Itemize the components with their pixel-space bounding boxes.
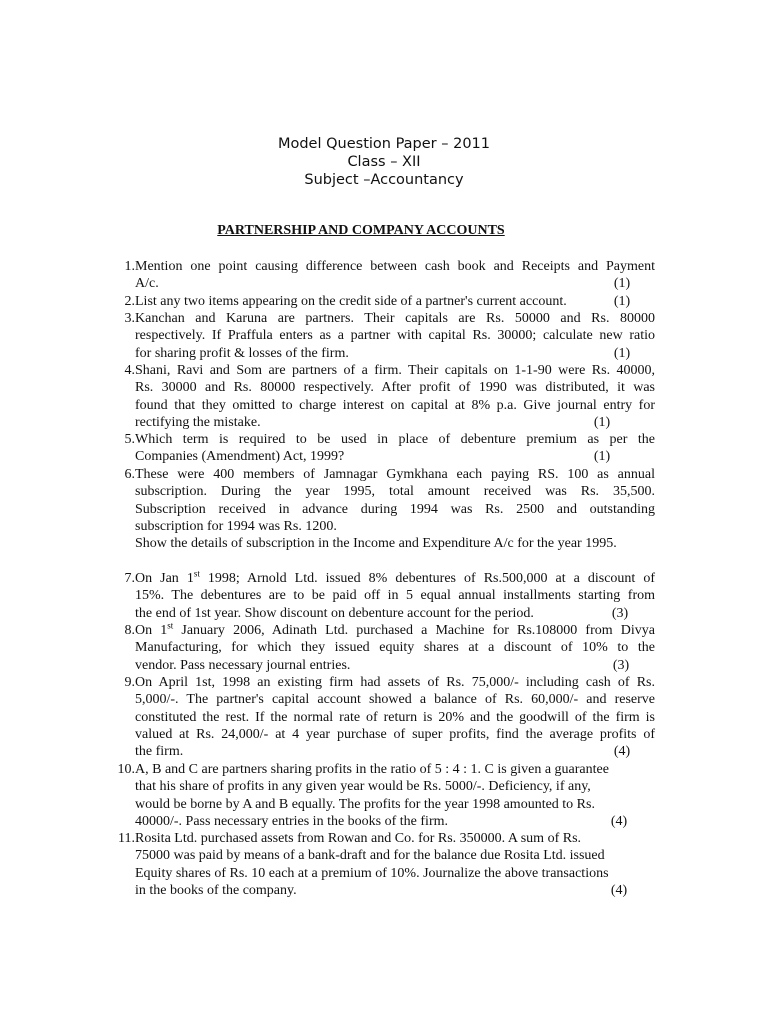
question-line: rectifying the mistake. (135, 414, 261, 430)
question-line: A, B and C are partners sharing profits in the ratio of 5 : 4 : 1. C is given a guarantee (135, 762, 609, 777)
question-number: 11. (118, 831, 135, 846)
question-text (135, 431, 655, 466)
question-text (135, 570, 655, 622)
question-number: 10. (117, 762, 135, 777)
question-line: would be borne by A and B equally. The profits for the year 1998 amounted to Rs. (135, 796, 595, 812)
question-line: the end of 1st year. Show discount on debenture account for the period. (135, 605, 534, 621)
question-line: for sharing profit & losses of the firm. (135, 345, 349, 361)
question-line-part: On 1 (135, 623, 168, 638)
question-line: respectively. If Praffula enters as a partner with capital Rs. 30000; calculate new ratio (135, 328, 655, 344)
question-line-part: January 2006, Adinath Ltd. purchased a Machine for Rs.108000 from Divya (173, 623, 655, 638)
question-number: 6. (124, 467, 135, 482)
question-line: On April 1st, 1998 an existing firm had assets of Rs. 75,000/- including cash of Rs. (135, 675, 655, 690)
question-line: subscription. During the year 1995, total amount received was Rs. 35,500. (135, 484, 655, 500)
question-number: 4. (124, 363, 135, 378)
paper-title: Model Question Paper – 2011 (277, 136, 491, 152)
question-line: constituted the rest. If the normal rate of return is 20% and the goodwill of the firm is (135, 709, 655, 725)
question-number: 2. (124, 294, 135, 309)
marks-label: (1) (593, 414, 611, 430)
question-line: These were 400 members of Jamnagar Gymkhana each paying RS. 100 as annual (135, 467, 655, 482)
marks-label: (1) (613, 294, 631, 309)
question-line: found that they omitted to charge interest on capital at 8% p.a. Give journal entry for (135, 397, 655, 413)
marks-label: (1) (613, 345, 631, 361)
superscript: st (167, 620, 174, 631)
marks-label: (4) (610, 813, 628, 829)
question-line: vendor. Pass necessary journal entries. (135, 657, 351, 673)
question-line: Shani, Ravi and Som are partners of a firm. Their capitals on 1-1-90 were Rs. 40000, (135, 363, 655, 378)
subject-label: Subject –Accountancy (304, 172, 464, 188)
question-line: Rs. 30000 and Rs. 80000 respectively. After profit of 1990 was distributed, it was (135, 380, 655, 396)
marks-label: (1) (593, 449, 611, 465)
marks-label: (3) (612, 657, 630, 673)
question-line: 40000/-. Pass necessary entries in the books of the firm. (135, 813, 448, 829)
question-text (135, 293, 655, 310)
question-line: in the books of the company. (135, 882, 297, 898)
question-number: 1. (124, 259, 135, 274)
question-line: Mention one point causing difference between cash book and Receipts and Payment (135, 259, 655, 274)
question-number: 9. (124, 675, 135, 690)
question-line-part: On Jan 1 (135, 571, 194, 586)
question-line-part: 1998; Arnold Ltd. issued 8% debentures of Rs.500,000 at a discount of (199, 571, 655, 586)
question-text (135, 310, 655, 362)
question-text (135, 622, 655, 674)
question-text (135, 761, 655, 830)
question-line: Which term is required to be used in place of debenture premium as per the (135, 432, 655, 447)
question-line: 5,000/-. The partner's capital account showed a balance of Rs. 60,000/- and reserve (135, 692, 655, 708)
question-line: Subscription received in advance during 1994 was Rs. 2500 and outstanding (135, 501, 655, 517)
superscript: st (193, 568, 200, 579)
question-line (135, 622, 655, 639)
question-line: 75000 was paid by means of a bank-draft and for the balance due Rosita Ltd. issued (135, 848, 605, 864)
question-text (135, 362, 655, 431)
question-text (135, 258, 655, 293)
question-line: Companies (Amendment) Act, 1999? (135, 449, 345, 465)
question-line: Kanchan and Karuna are partners. Their capitals are Rs. 50000 and Rs. 80000 (135, 311, 655, 326)
question-line: Equity shares of Rs. 10 each at a premium of 10%. Journalize the above transactions (135, 865, 609, 881)
question-line: the firm. (135, 744, 184, 760)
question-number: 3. (124, 311, 135, 326)
question-line: List any two items appearing on the credit side of a partner's current account. (135, 294, 567, 309)
question-line: subscription for 1994 was Rs. 1200. (135, 518, 337, 534)
marks-label: (4) (610, 882, 628, 898)
question-line: 15%. The debentures are to be paid off in 5 equal annual installments starting from (135, 588, 655, 604)
question-number: 7. (124, 571, 135, 586)
marks-label: (4) (613, 744, 631, 760)
section-title: PARTNERSHIP AND COMPANY ACCOUNTS (217, 223, 505, 238)
question-text (135, 830, 655, 899)
question-line: Manufacturing, for which they issued equity shares at a discount of 10% to the (135, 640, 655, 656)
question-line: valued at Rs. 24,000/- at 4 year purchase of super profits, find the average profits of (135, 726, 655, 742)
question-number: 5. (124, 432, 135, 447)
class-label: Class – XII (347, 154, 421, 170)
question-line (135, 570, 655, 587)
question-text (135, 674, 655, 760)
question-line: Show the details of subscription in the Income and Expenditure A/c for the year 1995. (135, 536, 617, 552)
marks-label: (3) (611, 605, 629, 621)
question-line: Rosita Ltd. purchased assets from Rowan and Co. for Rs. 350000. A sum of Rs. (135, 831, 582, 846)
question-text (135, 466, 655, 552)
question-line: A/c. (135, 276, 159, 292)
question-line: that his share of profits in any given year would be Rs. 5000/-. Deficiency, if any, (135, 779, 591, 795)
marks-label: (1) (613, 276, 631, 292)
question-number: 8. (124, 623, 135, 638)
